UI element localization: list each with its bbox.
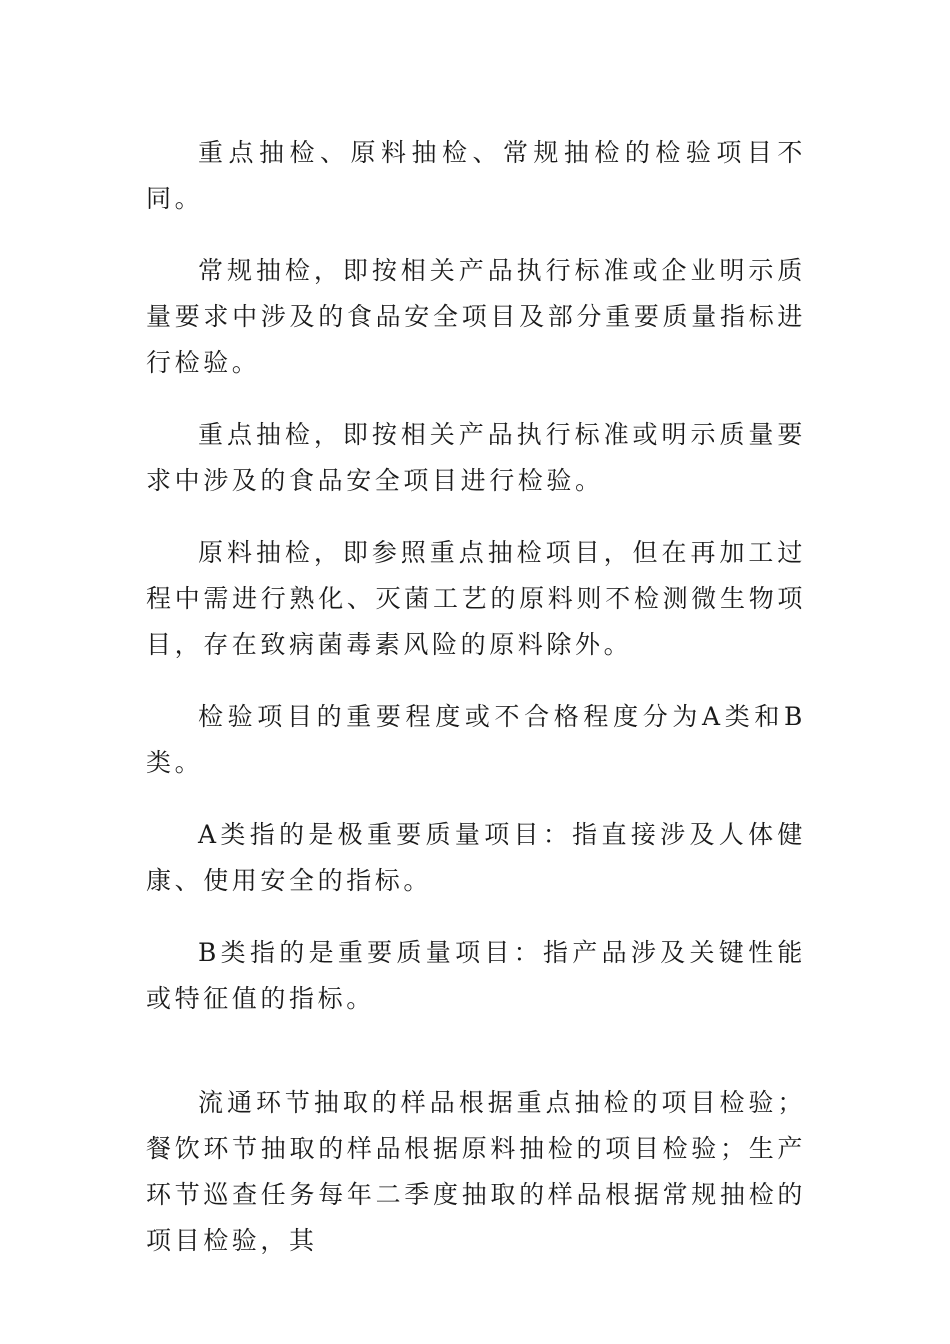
paragraph-class-a: A类指的是极重要质量项目：指直接涉及人体健康、使用安全的指标。 — [146, 820, 806, 895]
paragraph-importance-classes: 检验项目的重要程度或不合格程度分为A类和B类。 — [146, 702, 806, 777]
paragraph-inspection-types: 重点抽检、原料抽检、常规抽检的检验项目不同。 — [146, 138, 806, 213]
paragraph-key-inspection: 重点抽检，即按相关产品执行标准或明示质量要求中涉及的食品安全项目进行检验。 — [146, 420, 806, 495]
document-body — [146, 130, 806, 1290]
paragraph-sampling-stages: 流通环节抽取的样品根据重点抽检的项目检验；餐饮环节抽取的样品根据原料抽检的项目检验；生产环节巡查任务每年二季度抽取的样品根据常规抽检的项目检验，其 — [146, 1088, 806, 1255]
paragraph-raw-material-inspection: 原料抽检，即参照重点抽检项目，但在再加工过程中需进行熟化、灭菌工艺的原料则不检测微生物项目，存在致病菌毒素风险的原料除外。 — [146, 538, 806, 659]
paragraph-routine-inspection: 常规抽检，即按相关产品执行标准或企业明示质量要求中涉及的食品安全项目及部分重要质量指标进行检验。 — [146, 256, 806, 377]
paragraph-class-b: B类指的是重要质量项目：指产品涉及关键性能或特征值的指标。 — [146, 938, 806, 1013]
